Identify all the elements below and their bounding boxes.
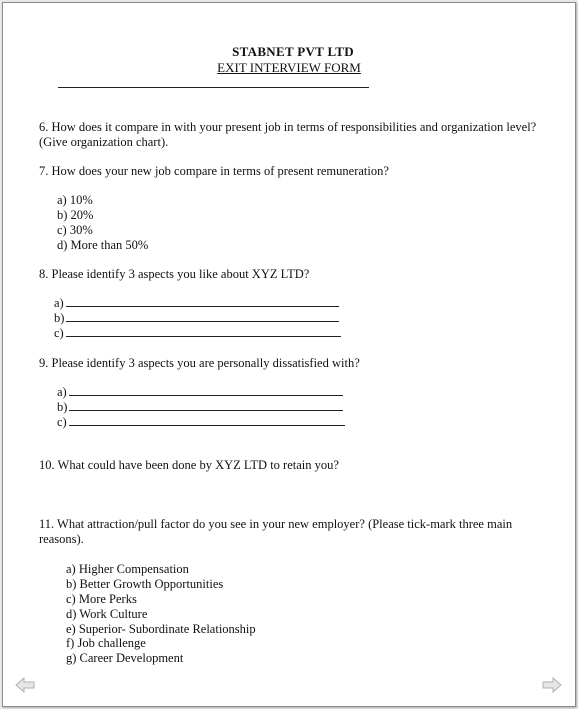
q9-blank-b-line [69,400,343,411]
q9-blank-c-label: c) [57,415,67,429]
q11-option-b: b) Better Growth Opportunities [66,577,224,591]
q9-blank-a-line [69,385,343,396]
q9-blank-b [57,400,343,415]
q8-blank-c-line [66,326,341,337]
q11-option-g: g) Career Development [66,651,184,665]
q11-option-e: e) Superior- Subordinate Relationship [66,622,256,636]
q11-option-d: d) Work Culture [66,607,148,621]
q7-option-c: c) 30% [57,223,93,237]
q8-blank-a-label: a) [54,296,64,310]
right-arrow-icon-svg [542,677,562,693]
q8-blank-b [54,311,339,326]
q8-blank-c-label: c) [54,326,64,340]
form-title: EXIT INTERVIEW FORM [217,60,361,75]
q8-blank-c [54,326,341,341]
q9-blank-b-label: b) [57,400,68,414]
q9-blank-c [57,415,345,430]
q11-option-c: c) More Perks [66,592,137,606]
question-9: 9. Please identify 3 aspects you are personally dissatisfied with? [39,356,360,370]
q8-blank-b-line [66,311,339,322]
q11-option-f: f) Job challenge [66,636,146,650]
question-11: 11. What attraction/pull factor do you see in your new employer? (Please tick-mark three main reasons). [39,517,513,546]
q7-option-a: a) 10% [57,193,93,207]
q9-blank-c-line [69,415,345,426]
question-8: 8. Please identify 3 aspects you like about XYZ LTD? [39,267,310,281]
left-arrow-icon-svg [15,677,35,693]
question-7: 7. How does your new job compare in terms of present remuneration? [39,164,389,178]
question-10: 10. What could have been done by XYZ LTD to retain you? [39,458,339,472]
q9-blank-a [57,385,343,400]
company-name: STABNET PVT LTD [232,44,354,59]
q9-blank-a-label: a) [57,385,67,399]
q11-option-a: a) Higher Compensation [66,562,189,576]
q7-option-d: d) More than 50% [57,238,149,252]
q8-blank-a-line [66,296,339,307]
q8-blank-b-label: b) [54,311,65,325]
left-arrow-icon[interactable] [14,677,36,693]
q8-blank-a [54,296,339,311]
right-arrow-icon[interactable] [541,677,563,693]
question-6: 6. How does it compare in with your present job in terms of responsibilities and organization level? (Give organization chart). [39,120,537,149]
q7-option-b: b) 20% [57,208,94,222]
name-blank-line [58,87,369,88]
